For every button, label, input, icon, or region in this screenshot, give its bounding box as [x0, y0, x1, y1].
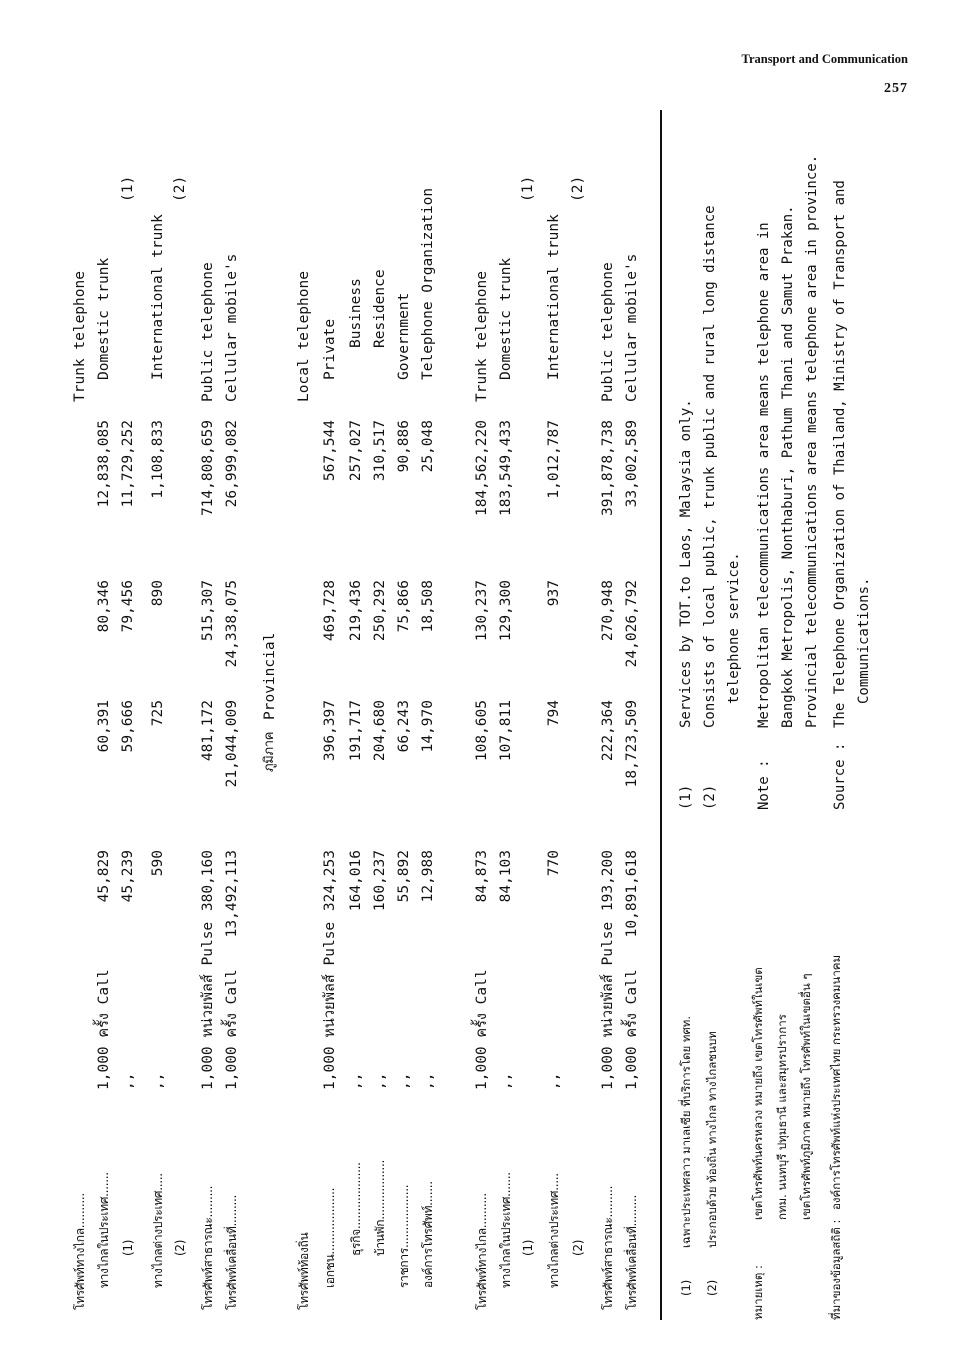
footnote-text-english: Communications. — [856, 577, 872, 704]
value-cell: 567,544 — [322, 420, 338, 482]
row-label-thai: ทางไกลต่างประเทศ..... — [547, 1173, 561, 1288]
footnote-mark-english: Source : — [832, 742, 848, 810]
row-label-thai: โทรศัพท์สาธารณะ......... — [201, 1185, 215, 1310]
value-cell: 396,397 — [322, 700, 338, 762]
row-label-english: Private — [322, 318, 338, 380]
unit-cell: ,, — [498, 1072, 514, 1090]
row-label-english: International trunk — [150, 214, 166, 380]
provincial-label-english: Provincial — [262, 632, 278, 720]
value-cell: 26,999,082 — [224, 420, 240, 508]
footnote-mark-english: Note : — [756, 759, 772, 810]
footnote-text-english: The Telephone Organization of Thailand, Ministry of Transport and — [832, 180, 848, 728]
table-row — [148, 110, 168, 1320]
value-cell: 590 — [150, 850, 166, 877]
table-row — [222, 110, 242, 1320]
footnote-mark-thai: (2) — [705, 1279, 719, 1296]
footnote-text-english: telephone service. — [726, 552, 742, 704]
value-cell: 129,300 — [498, 580, 514, 642]
value-cell: 45,239 — [120, 850, 136, 903]
row-label-english: International trunk — [546, 214, 562, 380]
row-label-english: Trunk telephone — [474, 271, 490, 402]
value-cell: 108,605 — [474, 700, 490, 762]
value-cell: 391,878,738 — [600, 420, 616, 517]
value-cell: 380,160 — [200, 850, 216, 912]
section-title: Transport and Communication — [741, 52, 908, 66]
table-row — [170, 110, 190, 1320]
unit-cell: 1,000 ครั้ง Call — [224, 969, 240, 1090]
footnote-text-english: Bangkok Metropolis, Nonthaburi, Pathum Thani and Samut Prakan. — [780, 205, 796, 728]
value-cell: 191,717 — [348, 700, 364, 762]
row-label-thai: ราชการ.................. — [397, 1184, 411, 1288]
footnote-text-thai: เขตโทรศัพท์ภูมิภาค หมายถึง โทรศัพท์ในเขตอื่น ๆ — [799, 973, 813, 1220]
footnote-text-english: Services by TOT.to Laos, Malaysia only. — [678, 399, 694, 728]
value-cell: 714,808,659 — [200, 420, 216, 517]
value-cell: 59,666 — [120, 700, 136, 753]
row-label-english: Domestic trunk — [498, 257, 514, 380]
unit-cell: ,, — [348, 1072, 364, 1090]
row-label-thai: ทางไกลในประเทศ....... — [499, 1172, 513, 1288]
value-cell: 270,948 — [600, 580, 616, 642]
row-label-english: Cellular mobile's — [624, 253, 640, 402]
row-label-thai: (1) — [121, 1239, 135, 1256]
row-label-thai: โทรศัพท์ท้องถิ่น — [297, 1232, 311, 1310]
table-row — [496, 110, 516, 1320]
unit-cell: ,, — [420, 1072, 436, 1090]
value-cell: 79,456 — [120, 580, 136, 633]
footnote-text-thai: ประกอบด้วย ท้องถิ่น ทางไกล ทางไกลชนบท — [705, 1031, 719, 1248]
row-label-english: Telephone Organization — [420, 187, 436, 380]
value-cell: 12,838,085 — [96, 420, 112, 508]
value-cell: 80,346 — [96, 580, 112, 633]
value-cell: 183,549,433 — [498, 420, 514, 517]
row-label-thai: ธุรกิจ................... — [349, 1162, 363, 1256]
row-label-english: Trunk telephone — [72, 271, 88, 402]
value-cell: 770 — [546, 850, 562, 877]
row-label-thai: ทางไกลในประเทศ....... — [97, 1172, 111, 1288]
value-cell: 250,292 — [372, 580, 388, 642]
row-label-english: Residence — [372, 269, 388, 348]
provincial-label-thai: ภูมิภาค — [262, 731, 277, 772]
footnote-text-thai: กทม. นนทบุรี ปทุมธานี และสมุทรปราการ — [775, 1014, 789, 1220]
footnote-mark-thai: ที่มาของข้อมูลสถิติ : — [829, 1219, 843, 1320]
page-header — [742, 52, 908, 97]
value-cell: 1,012,787 — [546, 420, 562, 499]
value-cell: 55,892 — [396, 850, 412, 903]
value-cell: 324,253 — [322, 850, 338, 912]
table-row — [598, 110, 618, 1320]
row-label-thai: บ้านพัก................. — [373, 1160, 387, 1256]
row-label-thai: ทางไกลต่างประเทศ..... — [151, 1173, 165, 1288]
value-cell: 11,729,252 — [120, 420, 136, 508]
value-cell: 14,970 — [420, 700, 436, 753]
value-cell: 24,026,792 — [624, 580, 640, 668]
table-row — [94, 110, 114, 1320]
value-cell: 75,866 — [396, 580, 412, 633]
row-label-thai: โทรศัพท์สาธารณะ......... — [601, 1185, 615, 1310]
row-label-thai: เอกชน................... — [323, 1187, 337, 1288]
value-cell: 24,338,075 — [224, 580, 240, 668]
table-row — [418, 110, 438, 1320]
value-cell: 794 — [546, 700, 562, 727]
footnote-mark-thai: (1) — [679, 1279, 693, 1296]
value-cell: 164,016 — [348, 850, 364, 912]
row-label-english: (2) — [570, 175, 586, 202]
value-cell: 515,307 — [200, 580, 216, 642]
table-row — [622, 110, 642, 1320]
table-row — [518, 110, 538, 1320]
value-cell: 130,237 — [474, 580, 490, 642]
value-cell: 222,364 — [600, 700, 616, 762]
rotated-table — [70, 110, 900, 1320]
value-cell: 890 — [150, 580, 166, 607]
footnote-text-thai: องค์การโทรศัพท์แห่งประเทศไทย กระทรวงคมนาคม — [829, 954, 843, 1210]
footnote-text-english: Consists of local public, trunk public and rural long distance — [702, 205, 718, 728]
value-cell: 160,237 — [372, 850, 388, 912]
footnote-mark-english: (1) — [678, 784, 694, 810]
unit-cell: 1,000 หน่วยพัลส์ Pulse — [600, 921, 616, 1090]
table-row — [346, 110, 366, 1320]
value-cell: 257,027 — [348, 420, 364, 482]
table-row — [370, 110, 390, 1320]
row-label-thai: (1) — [521, 1239, 535, 1256]
page-number: 257 — [884, 81, 908, 96]
footnote-mark-thai: หมายเหตุ : — [751, 1265, 765, 1320]
value-cell: 725 — [150, 700, 166, 727]
table-row — [320, 110, 340, 1320]
value-cell: 481,172 — [200, 700, 216, 762]
value-cell: 1,108,833 — [150, 420, 166, 499]
footnote-text-thai: เฉพาะประเทศลาว มาเลเซีย ที่บริการโดย ทศท. — [679, 1015, 693, 1248]
row-label-english: Government — [396, 292, 412, 380]
value-cell: 18,508 — [420, 580, 436, 633]
value-cell: 84,873 — [474, 850, 490, 903]
value-cell: 107,811 — [498, 700, 514, 762]
unit-cell: ,, — [372, 1072, 388, 1090]
footnote-mark-english: (2) — [702, 784, 718, 810]
unit-cell: 1,000 ครั้ง Call — [624, 969, 640, 1090]
row-label-english: Public telephone — [600, 262, 616, 402]
value-cell: 18,723,509 — [624, 700, 640, 788]
value-cell: 84,103 — [498, 850, 514, 903]
footnote-text-english: Metropolitan telecommunications area means telephone area in — [756, 222, 772, 728]
row-label-english: Cellular mobile's — [224, 253, 240, 402]
row-label-thai: (2) — [571, 1239, 585, 1256]
value-cell: 310,517 — [372, 420, 388, 482]
row-label-thai: โทรศัพท์เคลื่อนที่......... — [625, 1194, 639, 1310]
value-cell: 90,886 — [396, 420, 412, 473]
value-cell: 204,680 — [372, 700, 388, 762]
unit-cell: 1,000 หน่วยพัลส์ Pulse — [322, 921, 338, 1090]
unit-cell: ,, — [150, 1072, 166, 1090]
unit-cell: 1,000 ครั้ง Call — [96, 969, 112, 1090]
unit-cell: 1,000 ครั้ง Call — [474, 969, 490, 1090]
unit-cell: ,, — [120, 1072, 136, 1090]
table-row — [472, 110, 492, 1320]
row-label-thai: โทรศัพท์ทางไกล.......... — [475, 1193, 489, 1310]
table-row — [568, 110, 588, 1320]
footnote-rule — [660, 110, 662, 1320]
table-row — [394, 110, 414, 1320]
row-label-thai: องค์การโทรศัพท์....... — [421, 1181, 435, 1288]
unit-cell: ,, — [396, 1072, 412, 1090]
value-cell: 25,048 — [420, 420, 436, 473]
row-label-english: Domestic trunk — [96, 257, 112, 380]
value-cell: 10,891,618 — [624, 850, 640, 938]
row-label-english: (1) — [120, 175, 136, 202]
table-row — [544, 110, 564, 1320]
value-cell: 33,002,589 — [624, 420, 640, 508]
unit-cell: 1,000 หน่วยพัลส์ Pulse — [200, 921, 216, 1090]
value-cell: 937 — [546, 580, 562, 607]
row-label-thai: (2) — [173, 1239, 187, 1256]
value-cell: 45,829 — [96, 850, 112, 903]
value-cell: 12,988 — [420, 850, 436, 903]
value-cell: 66,243 — [396, 700, 412, 753]
row-label-english: Local telephone — [296, 271, 312, 402]
row-label-english: (1) — [520, 175, 536, 202]
footnote-text-thai: เขตโทรศัพท์นครหลวง หมายถึง เขตโทรศัพท์ในเขต — [751, 967, 765, 1220]
value-cell: 469,728 — [322, 580, 338, 642]
value-cell: 219,436 — [348, 580, 364, 642]
row-label-english: (2) — [172, 175, 188, 202]
value-cell: 60,391 — [96, 700, 112, 753]
unit-cell: ,, — [546, 1072, 562, 1090]
row-label-thai: โทรศัพท์ทางไกล.......... — [73, 1193, 87, 1310]
row-label-english: Public telephone — [200, 262, 216, 402]
value-cell: 184,562,220 — [474, 420, 490, 517]
table-row — [70, 110, 90, 1320]
footnote-text-english: Provincial telecommunications area means telephone area in province. — [804, 154, 820, 728]
value-cell: 193,200 — [600, 850, 616, 912]
table-row — [294, 110, 314, 1320]
value-cell: 21,044,009 — [224, 700, 240, 788]
table-row — [198, 110, 218, 1320]
value-cell: 13,492,113 — [224, 850, 240, 938]
table-row — [118, 110, 138, 1320]
row-label-thai: โทรศัพท์เคลื่อนที่......... — [225, 1194, 239, 1310]
row-label-english: Business — [348, 278, 364, 348]
